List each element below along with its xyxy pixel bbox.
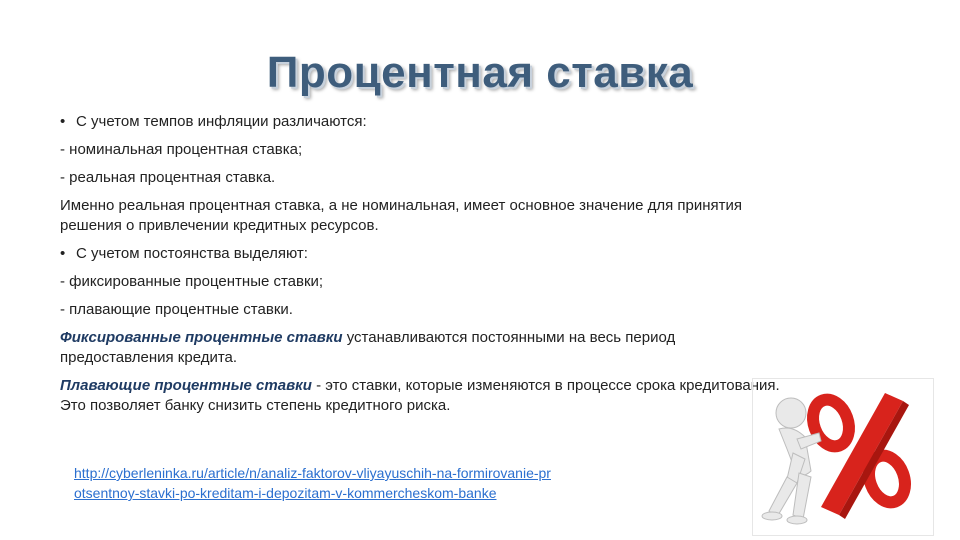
bullet-inflation-text: С учетом темпов инфляции различаются: bbox=[76, 113, 367, 130]
bullet-marker bbox=[60, 245, 76, 262]
person-pushing-percent-sign-icon bbox=[753, 379, 933, 535]
line-floating-rates: - плавающие процентные ставки. bbox=[60, 301, 293, 318]
fixed-rates-term: Фиксированные процентные ставки bbox=[60, 329, 343, 346]
bullet-inflation bbox=[60, 112, 780, 132]
real-rate-note: Именно реальная процентная ставка, а не номинальная, имеет основное значение для принятия решения о привлечении кредитных ресурсов. bbox=[60, 197, 743, 234]
floating-rates-definition bbox=[60, 376, 780, 416]
bullet-constancy-text: С учетом постоянства выделяют: bbox=[76, 245, 308, 262]
floating-rates-description: - это ставки, которые изменяются в процессе срока кредитования. Это позволяет банку снизить степень кредитного риска. bbox=[60, 377, 780, 414]
percent-sign-icon bbox=[807, 393, 911, 519]
line-nominal-rate: - номинальная процентная ставка; bbox=[60, 141, 303, 158]
source-link[interactable]: http://cyberleninka.ru/article/n/analiz-faktorov-vliyayuschih-na-formirovanie-protsentnoy-stavki-po-kreditam-i-depozitam-v-kommercheskom-banke bbox=[74, 465, 551, 501]
fixed-rates-description: устанавливаются постоянными на весь период предоставления кредита. bbox=[60, 329, 676, 366]
slide-title: Процентная ставка bbox=[266, 48, 694, 97]
floating-rates-term: Плавающие процентные ставки bbox=[60, 377, 312, 394]
fixed-rates-definition bbox=[60, 328, 780, 368]
line-fixed-rates: - фиксированные процентные ставки; bbox=[60, 273, 324, 290]
slide-body bbox=[60, 112, 780, 424]
bullet-marker bbox=[60, 113, 76, 130]
percent-illustration bbox=[752, 378, 934, 536]
bullet-constancy bbox=[60, 244, 780, 264]
line-real-rate: - реальная процентная ставка. bbox=[60, 169, 276, 186]
